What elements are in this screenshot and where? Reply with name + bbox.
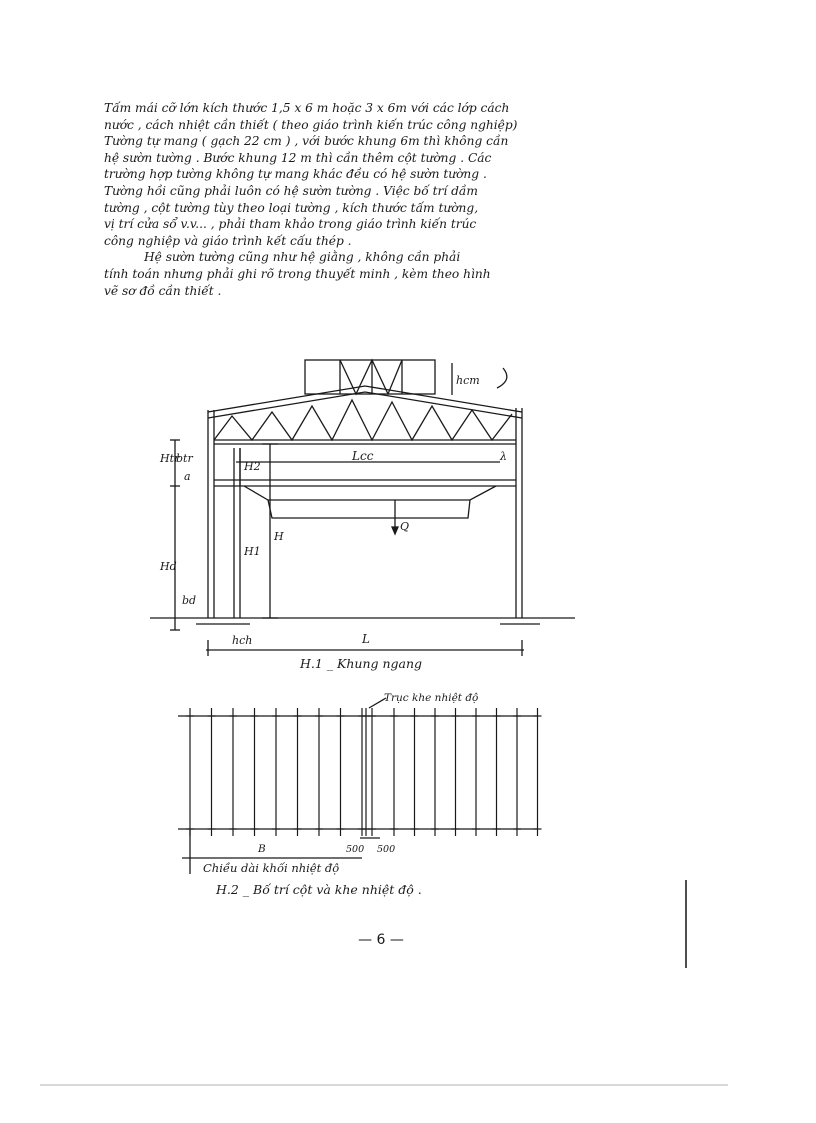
label-l: L: [362, 632, 370, 646]
label-htr: Htr: [160, 452, 180, 465]
label-lambda: λ: [500, 450, 507, 463]
text-line: tường , cột tường tùy theo loại tường , kích thước tấm tường,: [104, 200, 479, 215]
thermal-joint-axis-label: Trục khe nhiệt độ: [384, 692, 479, 704]
text-line: Tường hồi cũng phải luôn có hệ sườn tường . Việc bố trí dầm: [104, 183, 478, 198]
length-label: Chiều dài khối nhiệt độ: [203, 861, 340, 875]
offset-right-label: 500: [377, 844, 396, 855]
label-hd: Hd: [160, 560, 177, 573]
offset-left-label: 500: [346, 844, 365, 855]
figure-1-caption: H.1 _ Khung ngang: [300, 656, 423, 671]
text-line: Hệ sườn tường cũng như hệ giằng , không cần phải: [144, 250, 461, 265]
text-line: trường hợp tường không tự mang khác đều có hệ sườn tường .: [104, 167, 487, 182]
label-btr: btr: [176, 452, 193, 465]
label-lcc: Lcc: [352, 449, 374, 463]
text-line: nước , cách nhiệt cần thiết ( theo giáo trình kiến trúc công nghiệp): [104, 117, 518, 132]
label-q: Q: [400, 520, 410, 533]
figure-2-caption: H.2 _ Bố trí cột và khe nhiệt độ .: [216, 882, 422, 897]
label-a: a: [184, 470, 191, 483]
text-line: vẽ sơ đồ cần thiết .: [104, 283, 222, 298]
text-line: tính toán nhưng phải ghi rõ trong thuyết minh , kèm theo hình: [104, 266, 491, 281]
text-line: Tường tự mang ( gạch 22 cm ) , với bước khung 6m thì không cần: [104, 134, 509, 149]
page-number: — 6 —: [358, 932, 404, 948]
text-line: công nghiệp và giáo trình kết cấu thép .: [104, 233, 352, 248]
label-bd: bd: [182, 594, 197, 607]
text-line: Tấm mái cỡ lớn kích thước 1,5 x 6 m hoặc 3 x 6m với các lớp cách: [104, 101, 510, 115]
label-hcm: hcm: [456, 374, 480, 387]
label-h2: H2: [244, 460, 261, 473]
label-hch: hch: [232, 634, 253, 647]
text-line: vị trí cửa sổ v.v... , phải tham khảo trong giáo trình kiến trúc: [104, 217, 477, 232]
label-h: H: [274, 530, 284, 543]
label-h1: H1: [244, 545, 261, 558]
bay-label: B: [258, 843, 266, 855]
text-line: hệ sườn tường . Bước khung 12 m thì cần thêm cột tường . Các: [104, 150, 492, 165]
